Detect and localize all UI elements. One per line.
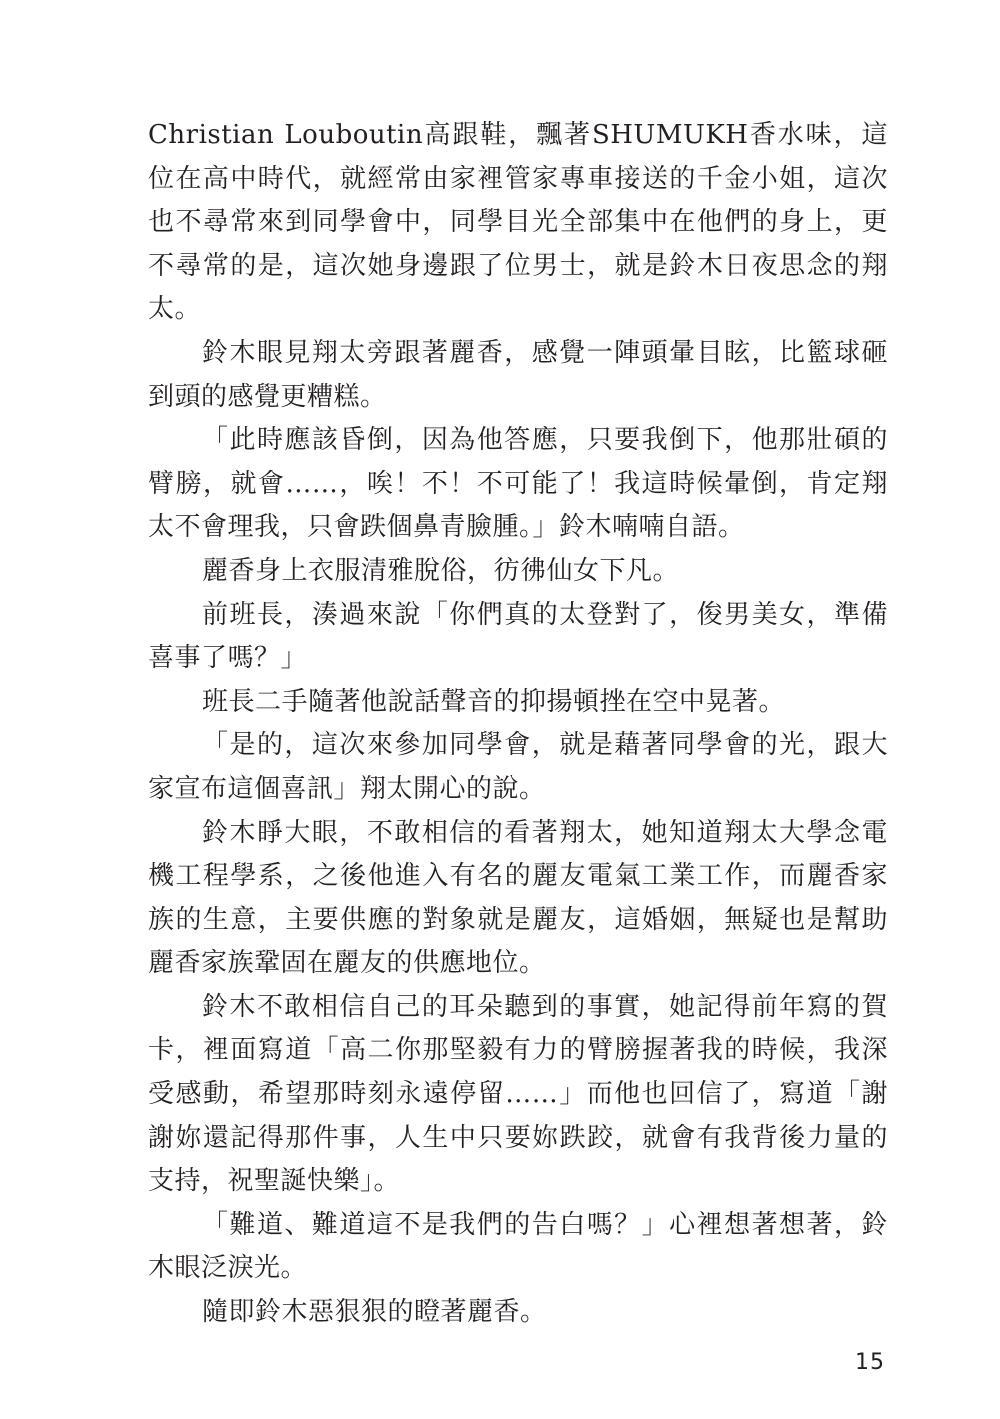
paragraph-11: 隨即鈴木惡狠狠的瞪著麗香。 xyxy=(202,1297,547,1328)
paragraph-3: 「此時應該昏倒，因為他答應，只要我倒下，他那壯碩的臂膀，就會……，唉！不！不可能了！我這時候暈倒，肯定翔太不會理我，只會跌個鼻青臉腫。」鈴木喃喃自語。 xyxy=(148,425,888,543)
body-text xyxy=(148,114,888,1335)
paragraph-8: 鈴木睜大眼，不敢相信的看著翔太，她知道翔太大學念電機工程學系，之後他進入有名的麗友電氣工業工作，而麗香家族的生意，主要供應的對象就是麗友，這婚姻，無疑也是幫助麗香家族鞏固在麗友的供應地位。 xyxy=(148,817,888,979)
paragraph-1: Christian Louboutin高跟鞋，飄著SHUMUKH香水味，這位在高中時代，就經常由家裡管家專車接送的千金小姐，這次也不尋常來到同學會中，同學目光全部集中在他們的身上，更不尋常的是，這次她身邊跟了位男士，就是鈴木日夜思念的翔太。 xyxy=(148,120,888,325)
paragraph-4: 麗香身上衣服清雅脫俗，彷彿仙女下凡。 xyxy=(202,555,680,586)
paragraph-6: 班長二手隨著他說話聲音的抑揚頓挫在空中晃著。 xyxy=(202,686,786,717)
paragraph-10: 「難道、難道這不是我們的告白嗎？」心裡想著想著，鈴木眼泛淚光。 xyxy=(148,1209,888,1284)
page-number: 15 xyxy=(855,1350,885,1375)
paragraph-9: 鈴木不敢相信自己的耳朵聽到的事實，她記得前年寫的賀卡，裡面寫道「高二你那堅毅有力的臂膀握著我的時候，我深受感動，希望那時刻永遠停留……」而他也回信了，寫道「謝謝妳還記得那件事，人生中只要妳跌跤，就會有我背後力量的支持，祝聖誕快樂」。 xyxy=(148,991,888,1197)
paragraph-5: 前班長，湊過來說「你們真的太登對了，俊男美女，準備喜事了嗎？」 xyxy=(148,599,888,674)
paragraph-2: 鈴木眼見翔太旁跟著麗香，感覺一陣頭暈目眩，比籃球砸到頭的感覺更糟糕。 xyxy=(148,337,888,412)
paragraph-7: 「是的，這次來參加同學會，就是藉著同學會的光，跟大家宣布這個喜訊」翔太開心的說。 xyxy=(148,730,888,804)
